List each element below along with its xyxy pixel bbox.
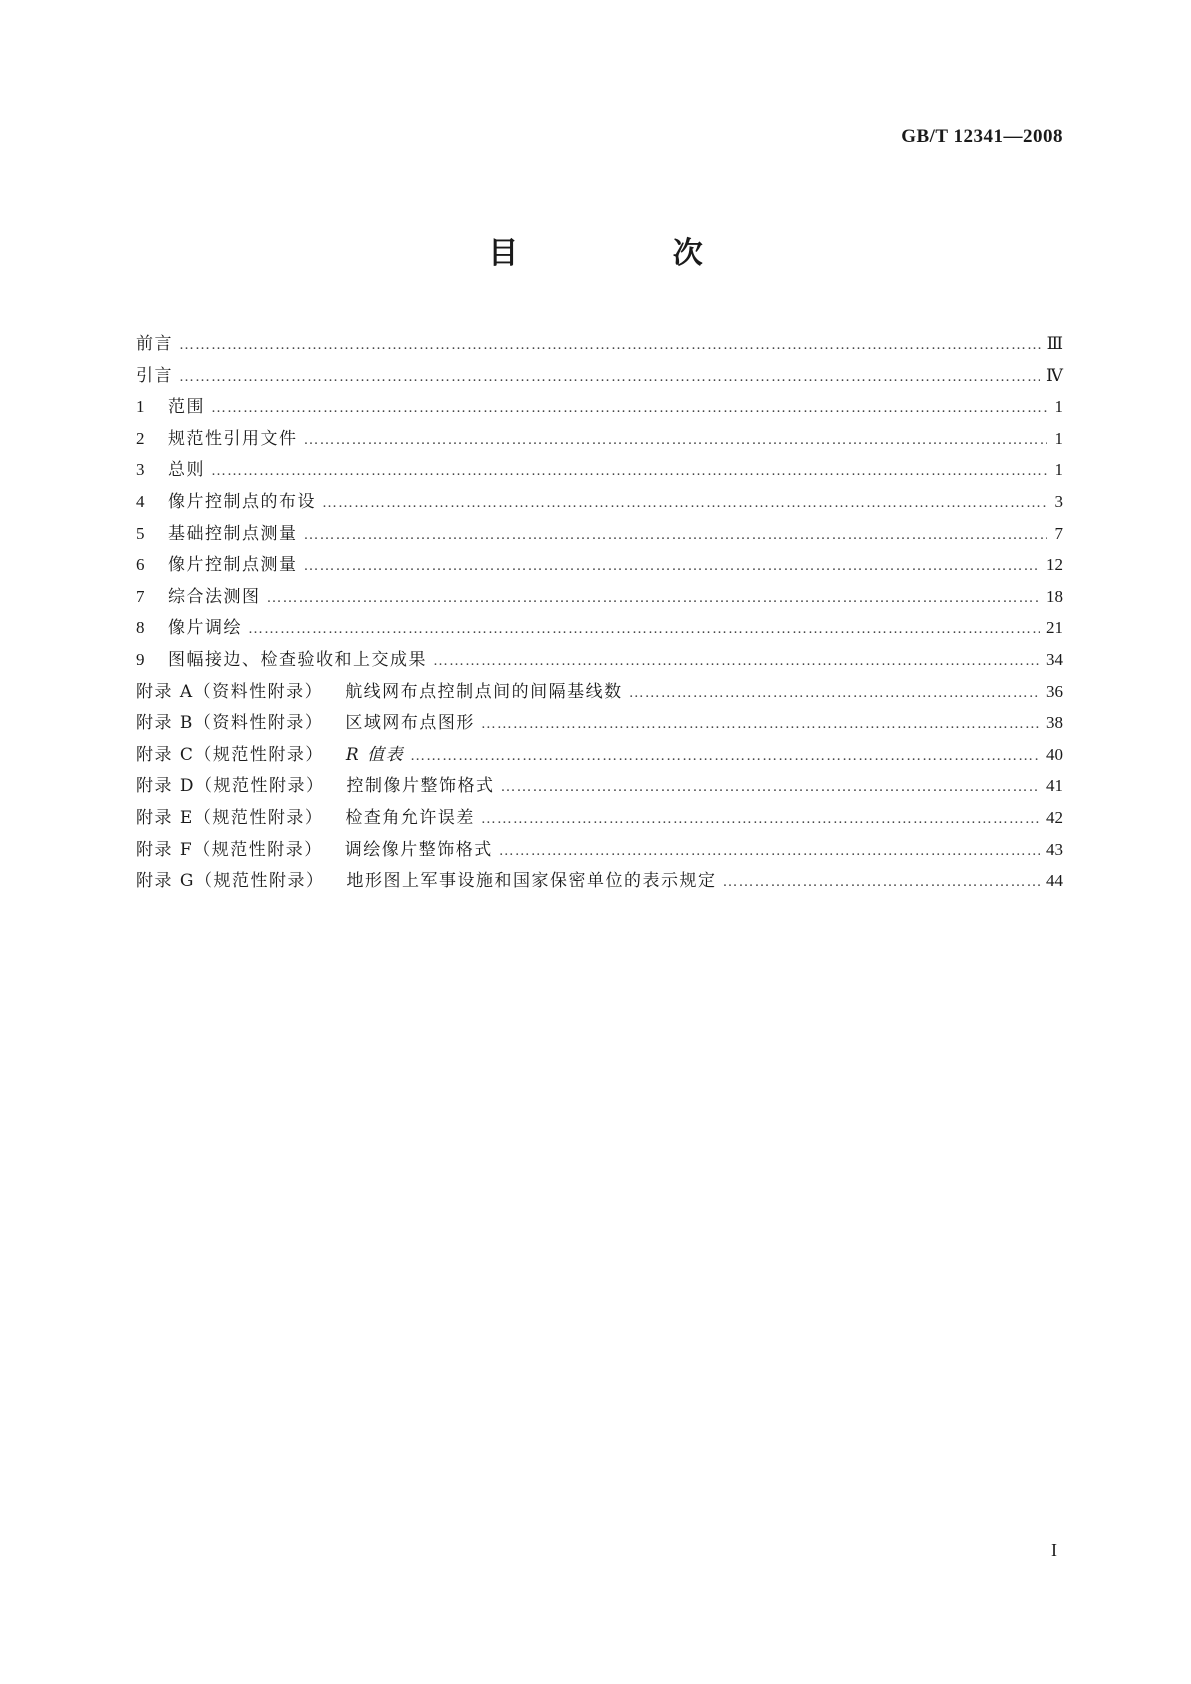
toc-entry-appendix-c[interactable]	[136, 739, 1063, 771]
toc-page-number: 1	[1054, 397, 1063, 417]
toc-dot-leader	[501, 772, 1040, 804]
toc-entry-appendix-f[interactable]	[136, 834, 1063, 866]
toc-dot-leader	[433, 646, 1040, 678]
toc-dot-leader	[722, 867, 1040, 899]
toc-entry-label: 前言	[136, 334, 173, 354]
page-title: 目 次	[488, 236, 775, 271]
toc-page-number: 40	[1046, 744, 1063, 764]
toc-entry-label: 像片控制点的布设	[168, 491, 316, 512]
toc-entry-label: 像片调绘	[168, 618, 242, 639]
toc-section-number: 4	[136, 491, 145, 511]
toc-entry-label: 附录 B（资料性附录）	[136, 713, 324, 734]
toc-page-number: Ⅳ	[1046, 365, 1063, 385]
toc-entry-label: 范围	[168, 397, 205, 418]
toc-entry-appendix-e[interactable]	[136, 802, 1063, 834]
toc-dot-leader	[481, 804, 1040, 836]
toc-dot-leader	[322, 488, 1047, 520]
toc-entry-appendix-b[interactable]	[136, 707, 1063, 739]
toc-entry-subtitle: 航线网布点控制点间的间隔基线数	[345, 681, 623, 702]
toc-entry-label: 综合法测图	[168, 586, 261, 607]
toc-entry-section-3[interactable]	[136, 454, 1063, 486]
toc-section-number: 6	[136, 555, 145, 575]
toc-entry-label: 附录 A（资料性附录）	[136, 681, 324, 702]
toc-page-number: 1	[1054, 428, 1063, 448]
standard-code: GB/T 12341—2008	[901, 126, 1063, 147]
toc-entry-subtitle: 调绘像片整饰格式	[344, 839, 493, 860]
toc-entry-introduction[interactable]	[136, 360, 1063, 392]
toc-entry-section-5[interactable]	[136, 518, 1063, 550]
toc-entry-subtitle: 控制像片整饰格式	[346, 776, 495, 797]
toc-entry-subtitle: R 值表	[345, 744, 405, 765]
toc-entry-section-7[interactable]	[136, 581, 1063, 613]
toc-page-number: 12	[1046, 555, 1063, 575]
toc-dot-leader	[211, 456, 1047, 488]
toc-entry-label: 规范性引用文件	[168, 428, 298, 449]
toc-page-number: 38	[1046, 713, 1063, 733]
toc-dot-leader	[211, 393, 1047, 425]
toc-page-number: 44	[1046, 871, 1063, 891]
toc-page-number: 7	[1054, 523, 1063, 543]
toc-entry-subtitle: 检查角允许误差	[345, 807, 475, 828]
toc-entry-section-9[interactable]	[136, 644, 1063, 676]
toc-dot-leader	[481, 709, 1040, 741]
toc-section-number: 9	[136, 649, 145, 669]
toc-entry-label: 附录 E（规范性附录）	[136, 807, 324, 828]
toc-page-number: 1	[1054, 460, 1063, 480]
toc-page-number: 36	[1046, 681, 1063, 701]
toc-entry-label: 附录 F（规范性附录）	[136, 839, 323, 860]
page-number: I	[1051, 1540, 1057, 1560]
toc-dot-leader	[410, 741, 1040, 773]
table-of-contents	[136, 328, 1063, 897]
toc-entry-subtitle: 地形图上军事设施和国家保密单位的表示规定	[346, 871, 717, 892]
toc-dot-leader	[304, 520, 1048, 552]
toc-entry-appendix-d[interactable]	[136, 770, 1063, 802]
toc-entry-section-2[interactable]	[136, 423, 1063, 455]
toc-dot-leader	[248, 614, 1040, 646]
toc-entry-section-1[interactable]	[136, 391, 1063, 423]
toc-page-number: 21	[1046, 618, 1063, 638]
toc-dot-leader	[499, 836, 1040, 868]
toc-entry-section-8[interactable]	[136, 612, 1063, 644]
toc-page-number: 41	[1046, 776, 1063, 796]
toc-page-number: 43	[1046, 839, 1063, 859]
toc-section-number: 7	[136, 586, 145, 606]
toc-entry-label: 引言	[136, 365, 173, 386]
toc-entry-section-6[interactable]	[136, 549, 1063, 581]
toc-dot-leader	[304, 425, 1048, 457]
toc-entry-label: 附录 D（规范性附录）	[136, 776, 325, 797]
toc-entry-subtitle: 区域网布点图形	[345, 713, 475, 734]
toc-dot-leader	[179, 362, 1040, 394]
toc-section-number: 5	[136, 523, 145, 543]
toc-entry-appendix-a[interactable]	[136, 676, 1063, 708]
toc-section-number: 1	[136, 397, 145, 417]
toc-page-number: 34	[1046, 649, 1063, 669]
toc-section-number: 2	[136, 428, 145, 448]
toc-page-number: Ⅲ	[1046, 334, 1063, 353]
toc-page-number: 3	[1054, 491, 1063, 511]
toc-dot-leader	[304, 551, 1041, 583]
toc-entry-appendix-g[interactable]	[136, 865, 1063, 897]
toc-entry-label: 图幅接边、检查验收和上交成果	[168, 649, 427, 670]
toc-dot-leader	[267, 583, 1041, 615]
toc-section-number: 8	[136, 618, 145, 638]
toc-entry-label: 像片控制点测量	[168, 555, 298, 576]
toc-page-number: 42	[1046, 807, 1063, 827]
toc-entry-label: 基础控制点测量	[168, 523, 298, 544]
toc-page-number: 18	[1046, 586, 1063, 606]
toc-entry-label: 附录 C（规范性附录）	[136, 744, 324, 765]
toc-entry-label: 总则	[168, 460, 205, 481]
toc-section-number: 3	[136, 460, 145, 480]
toc-entry-label: 附录 G（规范性附录）	[136, 871, 325, 892]
toc-entry-section-4[interactable]	[136, 486, 1063, 518]
toc-entry-foreword[interactable]	[136, 328, 1063, 360]
toc-dot-leader	[629, 678, 1040, 710]
toc-dot-leader	[179, 330, 1041, 362]
